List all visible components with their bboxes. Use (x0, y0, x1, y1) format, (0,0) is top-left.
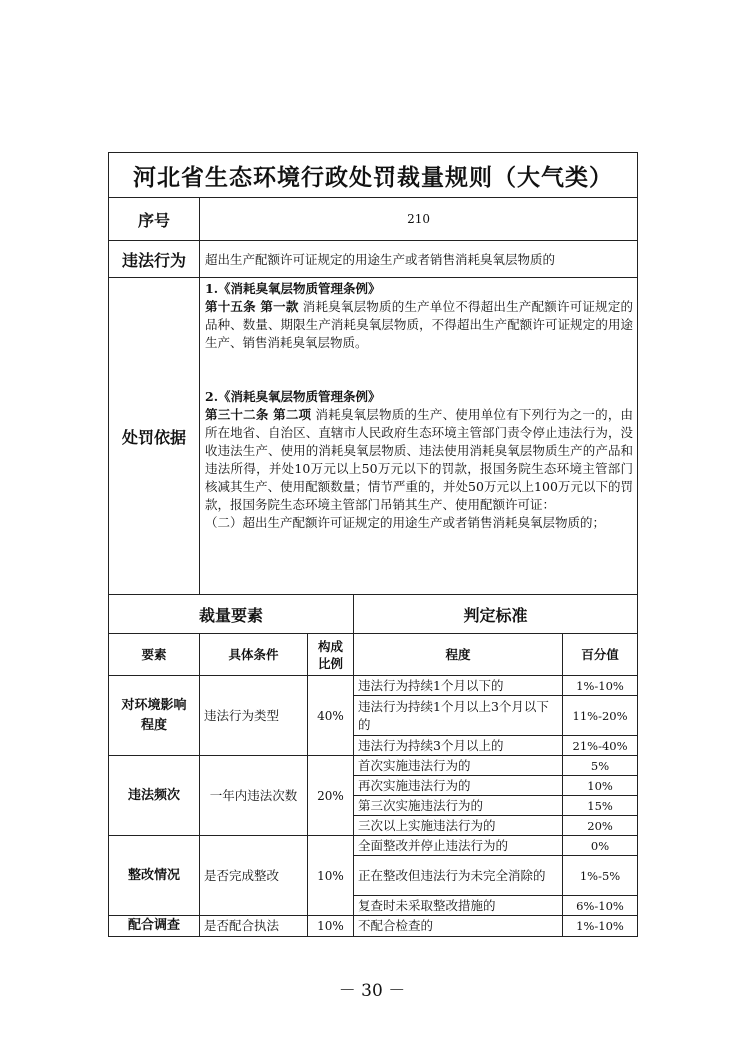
factor-weight: 10% (308, 916, 354, 937)
percent-cell: 0% (563, 836, 638, 856)
degree-cell: 三次以上实施违法行为的 (354, 816, 563, 836)
factor-name: 违法频次 (109, 756, 200, 836)
factor-weight: 40% (308, 676, 354, 756)
percent-cell: 6%-10% (563, 896, 638, 916)
percent-cell: 10% (563, 776, 638, 796)
degree-cell: 违法行为持续1个月以下的 (354, 676, 563, 696)
document-title: 河北省生态环境行政处罚裁量规则（大气类） (109, 153, 638, 198)
basis-content (200, 278, 638, 595)
basis-label: 处罚依据 (109, 278, 200, 595)
factor-name: 对环境影响程度 (109, 676, 200, 756)
degree-cell: 复查时未采取整改措施的 (354, 896, 563, 916)
percent-cell: 21%-40% (563, 736, 638, 756)
law2-clause: 第三十二条 第二项 (205, 407, 312, 422)
col-weight-header: 构成比例 (308, 634, 354, 676)
percent-cell: 1%-5% (563, 856, 638, 896)
factor-weight: 10% (308, 836, 354, 916)
law1-clause: 第十五条 第一款 (205, 299, 299, 314)
factor-name: 整改情况 (109, 836, 200, 916)
factor-condition: 是否完成整改 (200, 836, 308, 916)
factor-weight: 20% (308, 756, 354, 836)
page-number: － 30 － (338, 981, 406, 1001)
col-factor-header: 要素 (109, 634, 200, 676)
percent-cell: 20% (563, 816, 638, 836)
percent-cell: 15% (563, 796, 638, 816)
factors-section-header: 裁量要素 (109, 595, 354, 634)
criteria-section-header: 判定标准 (354, 595, 638, 634)
factor-name: 配合调查 (109, 916, 200, 937)
serial-value: 210 (200, 198, 638, 241)
factor-condition: 是否配合执法 (200, 916, 308, 937)
degree-cell: 正在整改但违法行为未完全消除的 (354, 856, 563, 896)
factor-condition: 违法行为类型 (200, 676, 308, 756)
factor-condition: 一年内违法次数 (200, 756, 308, 836)
law2-text: 消耗臭氧层物质的生产、使用单位有下列行为之一的，由所在地省、自治区、直辖市人民政府生态环境主管部门责令停止违法行为，没收违法生产、使用的消耗臭氧层物质、违法使用消耗臭氧层物质生产的产品和违法所得，并处10万元以上50万元以下的罚款，报国务院生态环境主管部门核减其生产、使用配额数量；情节严重的，并处50万元以上100万元以下的罚款，报国务院生态环境主管部门吊销其生产、使用配额许可证： (205, 407, 634, 512)
degree-cell: 不配合检查的 (354, 916, 563, 937)
violation-value: 超出生产配额许可证规定的用途生产或者销售消耗臭氧层物质的 (200, 241, 638, 278)
law2-item: （二）超出生产配额许可证规定的用途生产或者销售消耗臭氧层物质的； (205, 515, 606, 530)
degree-cell: 全面整改并停止违法行为的 (354, 836, 563, 856)
percent-cell: 1%-10% (563, 916, 638, 937)
law1-title: 1.《消耗臭氧层物质管理条例》 (205, 281, 381, 296)
degree-cell: 再次实施违法行为的 (354, 776, 563, 796)
violation-label: 违法行为 (109, 241, 200, 278)
col-condition-header: 具体条件 (200, 634, 308, 676)
percent-cell: 11%-20% (563, 696, 638, 736)
degree-cell: 第三次实施违法行为的 (354, 796, 563, 816)
col-degree-header: 程度 (354, 634, 563, 676)
law2-title: 2.《消耗臭氧层物质管理条例》 (205, 389, 381, 404)
law1-text: 消耗臭氧层物质的生产单位不得超出生产配额许可证规定的品种、数量、期限生产消耗臭氧层物质，不得超出生产配额许可证规定的用途生产、销售消耗臭氧层物质。 (205, 299, 634, 350)
serial-label: 序号 (109, 198, 200, 241)
degree-cell: 首次实施违法行为的 (354, 756, 563, 776)
percent-cell: 1%-10% (563, 676, 638, 696)
degree-cell: 违法行为持续1个月以上3个月以下的 (354, 696, 563, 736)
col-percent-header: 百分值 (563, 634, 638, 676)
percent-cell: 5% (563, 756, 638, 776)
degree-cell: 违法行为持续3个月以上的 (354, 736, 563, 756)
penalty-rule-table (108, 152, 638, 937)
